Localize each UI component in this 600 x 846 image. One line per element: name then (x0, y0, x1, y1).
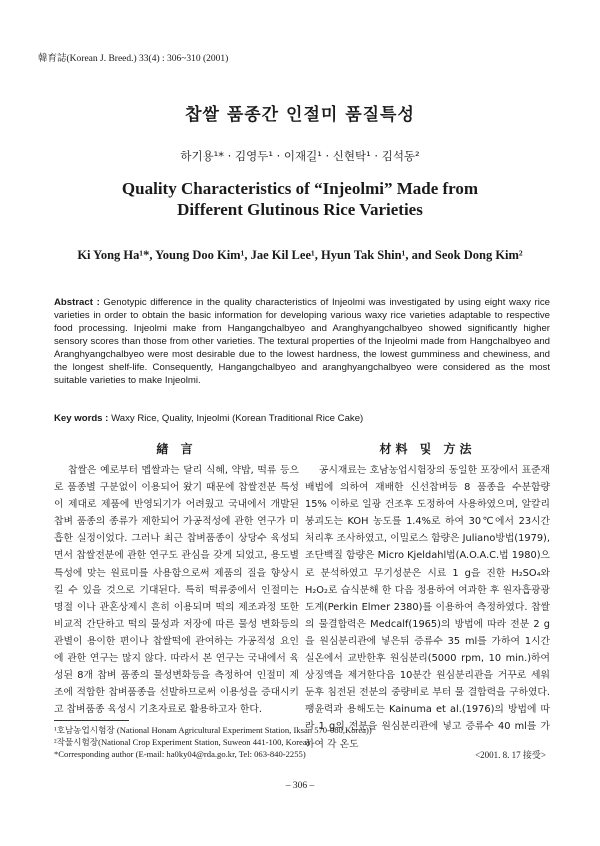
footnote-corresponding-author: *Corresponding author (E-mail: ha0ky04@rda.go.kr, Tel: 063-840-2255) (54, 749, 306, 759)
keywords-text: Waxy Rice, Quality, Injeolmi (Korean Traditional Rice Cake) (111, 413, 364, 424)
english-authors: Ki Yong Ha¹*, Young Doo Kim¹, Jae Kil Lee¹, Hyun Tak Shin¹, and Seok Dong Kim² (77, 248, 523, 262)
intro-paragraph: 찹쌀은 예로부터 멥쌀과는 달리 식혜, 약밥, 떡류 등으로 품종별 구분없이 이용되어 왔기 때문에 찹쌀전분 특성이 제대로 제품에 반영되기가 어려웠고 국내에서 개발된 찹벼 품종의 종류가 제한되어 가공적성에 관한 연구가 미흡한 실정이었다. 그러나 최근 찹벼품종이 상당수 육성되면서 찹쌀전분에 관한 연구도 관심을 갖게 되었고, 용도별 특성에 맞는 원료미를 사용함으로써 제품의 질을 향상시킬 수 있을 것으로 기대된다. 특히 떡류중에서 인절미는 명절 이나 관혼상제시 흔히 이용되며 떡의 제조과정 또한 비교적 간단하고 떡의 물성과 저장에 따른 물성 변화등의 관별이 용이한 편이나 찹쌀떡에 관여하는 가공적성 요인에 관한 연구는 많지 않다. 따라서 본 연구는 국내에서 육성된 8개 찹벼 품종의 물성변화등을 측정하여 인절미 제조에 적합한 찹벼품종을 선발하므로써 이용성을 증대시키고 찹벼품종 육성시 기초자료로 활용하고자 한다. (54, 465, 299, 716)
korean-title: 찹쌀 품종간 인절미 품질특성 (185, 105, 415, 125)
methods-column (305, 462, 550, 753)
footnote-divider (54, 720, 129, 721)
abstract (54, 296, 550, 387)
abstract-label: Abstract : (54, 297, 100, 308)
section-heading-intro: 緖 言 (156, 442, 197, 456)
section-heading-methods: 材料 및 方法 (379, 442, 476, 456)
keywords-label: Key words : (54, 413, 109, 424)
english-title (0, 178, 600, 220)
methods-paragraph: 공시재료는 호남농업시험장의 동일한 포장에서 표준재배법에 의하여 재배한 신선찹벼등 8 품종을 수분함량 15% 이하로 일광 건조후 도정하여 사용하였으며, 알칼리붕괴도는 KOH 농도를 1.4%로 하여 30℃에서 23시간 처리후 조사하였고, 이밀로스 함량은 Juliano방법(1979), 조단백질 함량은 Micro Kjeldahl법(A.O.A.C.법 1980)으로 분석하였고 무기성분은 시료 1 g을 진한 H₂SO₄와 H₂O₂로 습식분해 한 다음 정용하여 여과한 후 원자흡광광도계(Perkin Elmer 2380)를 이용하여 측정하였다. 찹쌀의 물결합력은 Medcalf(1965)의 방법에 따라 전분 2 g을 원심분리관에 넣은뒤 증류수 35 ml를 가하여 1시간 실온에서 교반한후 원심분리(5000 rpm, 10 min.)하여 상징액을 제거한다음 10분간 원심분리관을 거꾸로 세워 둔후 침전된 전분의 중량비로 부터 물 결합력을 구하였다. 팽윤력과 용해도는 Kainuma et al.(1976)의 방법에 따라 1 g의 전분을 원심분리관에 넣고 증류수 40 ml를 가하여 각 온도 (305, 465, 550, 750)
received-date: <2001. 8. 17 接受> (475, 750, 546, 760)
english-title-line1: Quality Characteristics of “Injeolmi” Made from (121, 179, 479, 198)
page-number: – 306 – (285, 781, 315, 791)
footnote-affiliation-1: ¹호남농업시험장 (National Honam Agricultural Experiment Station, Iksan 570-080,Korea)) (54, 725, 372, 735)
abstract-text: Genotypic difference in the quality characteristics of Injeolmi was investigated by using eight waxy rice varieties in order to obtain the basic information for developing various waxy rice varieties adaptable to respective food processing. Injeolmi make from Hangangchalbyeo and Aranghyangchalbyeo showed significantly higher sensory scores than those from other varieties. The textural properties of the Injeolmi made from Hangchalbyeo and Aranghyangchalbyeo were most desirable due to the lowest hardness, the lowest gumminess and chewiness, and the longest shelf-life. Consequently, Hangangchalbyeo and aranghyangchalbyeo were considered as the most suitable varieties to make Injeolmi. (54, 297, 550, 386)
english-title-line2: Different Glutinous Rice Varieties (177, 200, 423, 219)
journal-citation: 韓育誌(Korean J. Breed.) 33(4) : 306~310 (2001) (38, 54, 229, 64)
korean-authors: 하기용¹* · 김영두¹ · 이재길¹ · 신현탁¹ · 김석동² (180, 149, 420, 163)
footnote-affiliation-2: ²작물시험장(National Crop Experiment Station, Suweon 441-100, Korea) (54, 737, 310, 747)
keywords (54, 413, 550, 424)
intro-column (54, 462, 299, 718)
